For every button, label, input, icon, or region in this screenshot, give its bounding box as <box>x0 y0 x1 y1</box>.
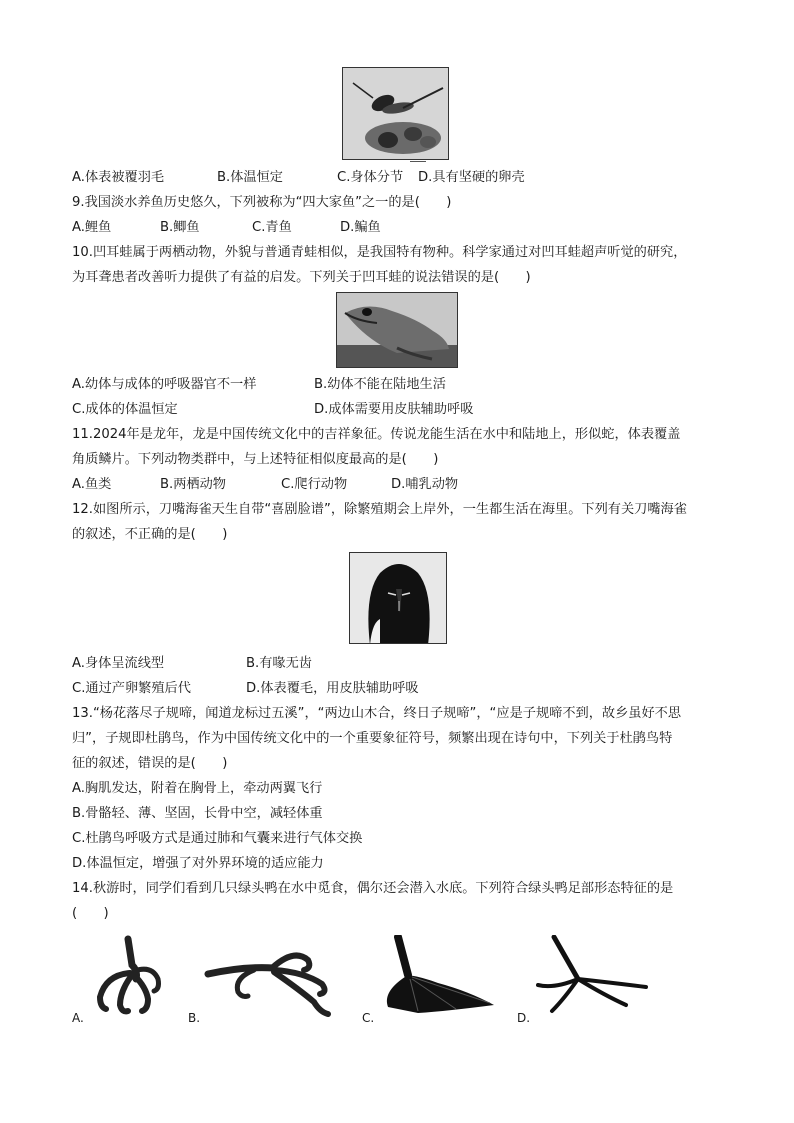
q13-option-a[interactable]: A.胸肌发达，附着在胸骨上，牵动两翼飞行 <box>72 781 323 796</box>
q13-stem-line2: 归”，子规即杜鹃鸟，作为中国传统文化中的一个重要象征符号，频繁出现在诗句中，下列关于杜鹃鸟特 <box>72 731 673 746</box>
q9-stem: 9.我国淡水养鱼历史悠久，下列被称为“四大家鱼”之一的是( ) <box>72 195 452 210</box>
q14-stem-line1: 14.秋游时，同学们看到几只绿头鸭在水中觅食，偶尔还会潜入水底。下列符合绿头鸭足部形态特征的是 <box>72 881 674 896</box>
q13-stem-line3: 征的叙述，错误的是( ) <box>72 756 228 771</box>
q12-option-c[interactable]: C.通过产卵繁殖后代 <box>72 681 191 696</box>
q13-option-c[interactable]: C.杜鹃鸟呼吸方式是通过肺和气囊来进行气体交换 <box>72 831 363 846</box>
foot-d-image <box>534 935 652 1017</box>
foot-b-image <box>204 938 336 1020</box>
q9-option-a[interactable]: A.鲤鱼 <box>72 220 112 235</box>
razorbill-photo <box>349 552 447 644</box>
q10-stem-line2: 为耳聋患者改善听力提供了有益的启发。下列关于凹耳蛙的说法错误的是( ) <box>72 270 531 285</box>
q11-option-a[interactable]: A.鱼类 <box>72 477 112 492</box>
q10-option-d[interactable]: D.成体需要用皮肤辅助呼吸 <box>314 402 474 417</box>
q14-option-b[interactable]: B. <box>188 1011 201 1025</box>
q11-stem-line2: 角质鳞片。下列动物类群中，与上述特征相似度最高的是( ) <box>72 452 439 467</box>
q12-option-d[interactable]: D.体表覆毛，用皮肤辅助呼吸 <box>246 681 419 696</box>
q12-stem-line1: 12.如图所示，刀嘴海雀天生自带“喜剧脸谱”，除繁殖期会上岸外，一生都生活在海里。下列有关刀嘴海雀 <box>72 502 687 517</box>
q13-stem-line1: 13.“杨花落尽子规啼，闻道龙标过五溪”，“两边山木合，终日子规啼”，“应是子规啼不到，故乡虽好不思 <box>72 706 682 721</box>
q14-option-d[interactable]: D. <box>517 1011 531 1025</box>
image-caption-dash <box>410 161 426 162</box>
frog-photo <box>336 292 458 368</box>
q8-option-b[interactable]: B.体温恒定 <box>217 170 283 185</box>
q9-option-c[interactable]: C.青鱼 <box>252 220 292 235</box>
q12-stem-line2: 的叙述，不正确的是( ) <box>72 527 228 542</box>
q11-option-c[interactable]: C.爬行动物 <box>281 477 348 492</box>
q10-option-a[interactable]: A.幼体与成体的呼吸器官不一样 <box>72 377 257 392</box>
foot-a-image <box>86 935 166 1017</box>
insect-photo <box>342 67 449 160</box>
q9-option-b[interactable]: B.鲫鱼 <box>160 220 200 235</box>
q10-option-b[interactable]: B.幼体不能在陆地生活 <box>314 377 446 392</box>
q14-option-c[interactable]: C. <box>362 1011 375 1025</box>
q14-stem-line2: ( ) <box>72 906 109 921</box>
q10-option-c[interactable]: C.成体的体温恒定 <box>72 402 178 417</box>
q8-option-c[interactable]: C.身体分节 <box>337 170 404 185</box>
q10-stem-line1: 10.凹耳蛙属于两栖动物，外貌与普通青蛙相似，是我国特有物种。科学家通过对凹耳蛙超声听觉的研究， <box>72 245 687 260</box>
q9-option-d[interactable]: D.鳊鱼 <box>340 220 381 235</box>
q14-option-a[interactable]: A. <box>72 1011 84 1025</box>
q13-option-b[interactable]: B.骨骼轻、薄、坚固，长骨中空，减轻体重 <box>72 806 323 821</box>
q13-option-d[interactable]: D.体温恒定，增强了对外界环境的适应能力 <box>72 856 324 871</box>
foot-c-image <box>378 935 498 1017</box>
q11-option-b[interactable]: B.两栖动物 <box>160 477 226 492</box>
q8-option-d[interactable]: D.具有坚硬的卵壳 <box>418 170 525 185</box>
q8-option-a[interactable]: A.体表被覆羽毛 <box>72 170 165 185</box>
q12-option-a[interactable]: A.身体呈流线型 <box>72 656 165 671</box>
q11-option-d[interactable]: D.哺乳动物 <box>391 477 459 492</box>
q11-stem-line1: 11.2024年是龙年，龙是中国传统文化中的吉祥象征。传说龙能生活在水中和陆地上，形似蛇，体表覆盖 <box>72 427 681 442</box>
q12-option-b[interactable]: B.有喙无齿 <box>246 656 312 671</box>
